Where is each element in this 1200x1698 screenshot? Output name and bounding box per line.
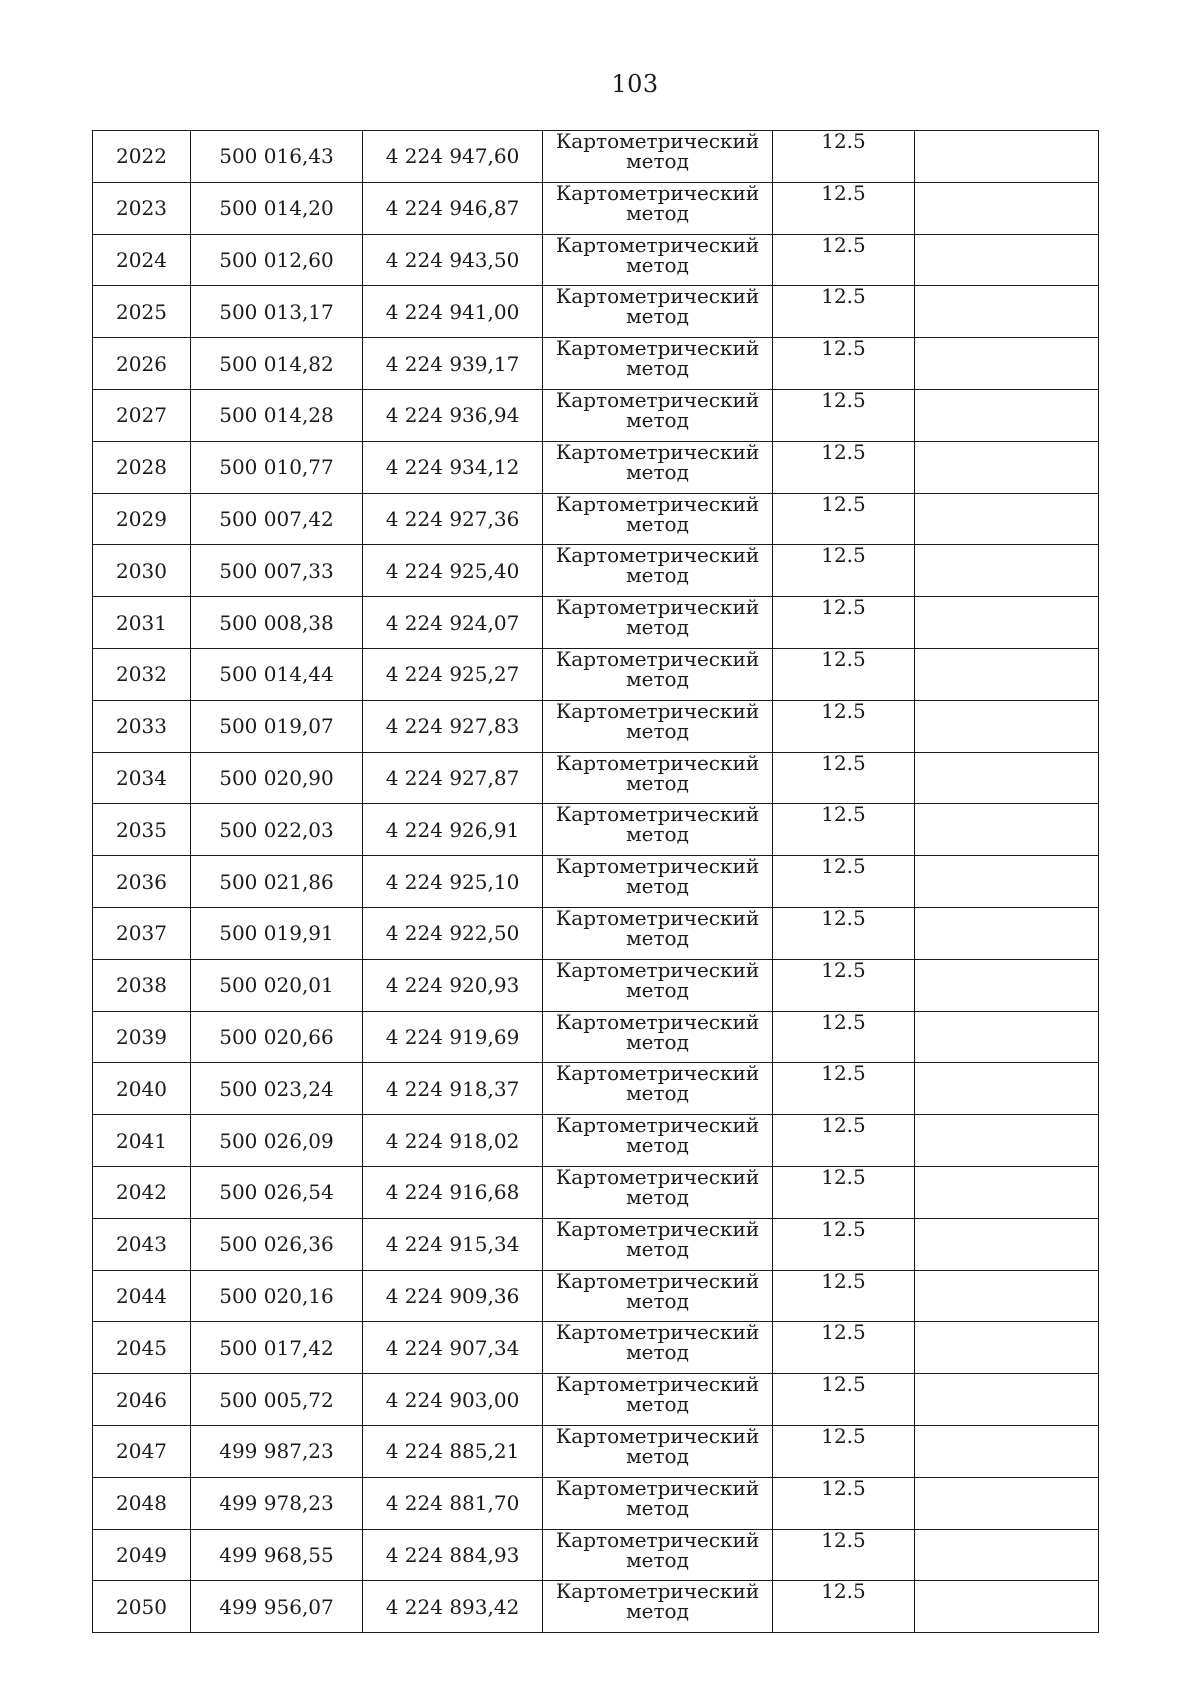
point-number-cell: 2043 (93, 1218, 191, 1270)
method-cell (543, 1011, 773, 1063)
table-row (93, 1374, 1099, 1426)
accuracy-cell: 12.5 (773, 1270, 915, 1322)
table-row (93, 648, 1099, 700)
accuracy-cell: 12.5 (773, 1063, 915, 1115)
point-number-cell: 2036 (93, 856, 191, 908)
method-line-1: Картометрический (555, 1164, 760, 1189)
method-line-2: метод (626, 615, 689, 640)
note-cell (915, 545, 1099, 597)
y-coordinate-cell: 4 224 934,12 (363, 441, 543, 493)
point-number-cell: 2028 (93, 441, 191, 493)
point-number-cell: 2046 (93, 1374, 191, 1426)
method-line-2: метод (626, 1392, 689, 1417)
note-cell (915, 1529, 1099, 1581)
method-line-2: метод (626, 977, 689, 1002)
method-line-2: метод (626, 1133, 689, 1158)
method-line-2: метод (626, 1236, 689, 1261)
method-cell (543, 1166, 773, 1218)
accuracy-cell: 12.5 (773, 752, 915, 804)
method-line-1: Картометрический (555, 595, 760, 620)
method-cell (543, 959, 773, 1011)
method-line-1: Картометрический (555, 1113, 760, 1138)
x-coordinate-cell: 500 014,20 (191, 182, 363, 234)
note-cell (915, 907, 1099, 959)
x-coordinate-cell: 500 014,44 (191, 648, 363, 700)
table-row (93, 1270, 1099, 1322)
method-line-2: метод (626, 304, 689, 329)
x-coordinate-cell: 500 020,90 (191, 752, 363, 804)
method-line-1: Картометрический (555, 1061, 760, 1086)
method-line-2: метод (626, 1547, 689, 1572)
y-coordinate-cell: 4 224 918,37 (363, 1063, 543, 1115)
method-line-2: метод (626, 666, 689, 691)
accuracy-cell: 12.5 (773, 1011, 915, 1063)
note-cell (915, 648, 1099, 700)
note-cell (915, 1322, 1099, 1374)
accuracy-cell: 12.5 (773, 1581, 915, 1633)
table-row (93, 597, 1099, 649)
method-cell (543, 338, 773, 390)
x-coordinate-cell: 500 021,86 (191, 856, 363, 908)
point-number-cell: 2047 (93, 1425, 191, 1477)
table-row (93, 1166, 1099, 1218)
method-line-1: Картометрический (555, 646, 760, 671)
method-cell (543, 286, 773, 338)
method-cell (543, 545, 773, 597)
point-number-cell: 2033 (93, 700, 191, 752)
y-coordinate-cell: 4 224 885,21 (363, 1425, 543, 1477)
table-row (93, 700, 1099, 752)
x-coordinate-cell: 500 016,43 (191, 131, 363, 183)
accuracy-cell: 12.5 (773, 804, 915, 856)
x-coordinate-cell: 500 008,38 (191, 597, 363, 649)
accuracy-cell: 12.5 (773, 182, 915, 234)
accuracy-cell: 12.5 (773, 286, 915, 338)
method-cell (543, 1218, 773, 1270)
method-line-1: Картометрический (555, 129, 760, 153)
y-coordinate-cell: 4 224 925,10 (363, 856, 543, 908)
method-line-1: Картометрический (555, 284, 760, 309)
y-coordinate-cell: 4 224 943,50 (363, 234, 543, 286)
y-coordinate-cell: 4 224 922,50 (363, 907, 543, 959)
method-line-2: метод (626, 1443, 689, 1468)
accuracy-cell: 12.5 (773, 959, 915, 1011)
method-line-1: Картометрический (555, 232, 760, 257)
accuracy-cell: 12.5 (773, 856, 915, 908)
point-number-cell: 2040 (93, 1063, 191, 1115)
y-coordinate-cell: 4 224 920,93 (363, 959, 543, 1011)
coordinates-table-body (93, 131, 1099, 1633)
method-cell (543, 1581, 773, 1633)
table-row (93, 182, 1099, 234)
method-line-2: метод (626, 407, 689, 432)
y-coordinate-cell: 4 224 909,36 (363, 1270, 543, 1322)
y-coordinate-cell: 4 224 916,68 (363, 1166, 543, 1218)
method-cell (543, 804, 773, 856)
note-cell (915, 856, 1099, 908)
method-cell (543, 907, 773, 959)
table-row (93, 389, 1099, 441)
note-cell (915, 959, 1099, 1011)
point-number-cell: 2027 (93, 389, 191, 441)
x-coordinate-cell: 499 956,07 (191, 1581, 363, 1633)
method-line-2: метод (626, 874, 689, 899)
point-number-cell: 2031 (93, 597, 191, 649)
note-cell (915, 1270, 1099, 1322)
method-cell (543, 1115, 773, 1167)
note-cell (915, 1218, 1099, 1270)
method-line-1: Картометрический (555, 854, 760, 879)
method-line-2: метод (626, 563, 689, 588)
point-number-cell: 2041 (93, 1115, 191, 1167)
x-coordinate-cell: 499 987,23 (191, 1425, 363, 1477)
method-line-2: метод (626, 459, 689, 484)
y-coordinate-cell: 4 224 939,17 (363, 338, 543, 390)
coordinates-table (92, 130, 1099, 1633)
method-line-1: Картометрический (555, 1268, 760, 1293)
note-cell (915, 1063, 1099, 1115)
table-row (93, 907, 1099, 959)
note-cell (915, 338, 1099, 390)
note-cell (915, 1374, 1099, 1426)
method-line-1: Картометрический (555, 1475, 760, 1500)
point-number-cell: 2022 (93, 131, 191, 183)
y-coordinate-cell: 4 224 884,93 (363, 1529, 543, 1581)
method-cell (543, 131, 773, 183)
note-cell (915, 700, 1099, 752)
point-number-cell: 2026 (93, 338, 191, 390)
table-row (93, 234, 1099, 286)
method-line-2: метод (626, 770, 689, 795)
method-cell (543, 182, 773, 234)
accuracy-cell: 12.5 (773, 338, 915, 390)
method-line-1: Картометрический (555, 905, 760, 930)
accuracy-cell: 12.5 (773, 648, 915, 700)
method-line-2: метод (626, 1599, 689, 1624)
table-row (93, 1477, 1099, 1529)
y-coordinate-cell: 4 224 893,42 (363, 1581, 543, 1633)
y-coordinate-cell: 4 224 924,07 (363, 597, 543, 649)
method-cell (543, 1270, 773, 1322)
table-row (93, 338, 1099, 390)
method-cell (543, 1322, 773, 1374)
x-coordinate-cell: 500 013,17 (191, 286, 363, 338)
method-cell (543, 648, 773, 700)
x-coordinate-cell: 500 026,36 (191, 1218, 363, 1270)
x-coordinate-cell: 500 014,28 (191, 389, 363, 441)
method-line-2: метод (626, 822, 689, 847)
method-cell (543, 441, 773, 493)
accuracy-cell: 12.5 (773, 545, 915, 597)
table-row (93, 1218, 1099, 1270)
method-cell (543, 1063, 773, 1115)
y-coordinate-cell: 4 224 907,34 (363, 1322, 543, 1374)
note-cell (915, 1115, 1099, 1167)
method-line-1: Картометрический (555, 543, 760, 568)
method-line-2: метод (626, 718, 689, 743)
table-row (93, 286, 1099, 338)
point-number-cell: 2034 (93, 752, 191, 804)
method-line-2: метод (626, 1495, 689, 1520)
x-coordinate-cell: 500 014,82 (191, 338, 363, 390)
method-line-1: Картометрический (555, 1320, 760, 1345)
method-line-1: Картометрический (555, 802, 760, 827)
method-cell (543, 597, 773, 649)
table-row (93, 856, 1099, 908)
accuracy-cell: 12.5 (773, 234, 915, 286)
method-line-2: метод (626, 149, 689, 173)
accuracy-cell: 12.5 (773, 1166, 915, 1218)
y-coordinate-cell: 4 224 926,91 (363, 804, 543, 856)
point-number-cell: 2044 (93, 1270, 191, 1322)
method-cell (543, 493, 773, 545)
table-row (93, 441, 1099, 493)
y-coordinate-cell: 4 224 927,83 (363, 700, 543, 752)
method-line-1: Картометрический (555, 1009, 760, 1034)
method-cell (543, 1425, 773, 1477)
table-row (93, 1011, 1099, 1063)
accuracy-cell: 12.5 (773, 597, 915, 649)
x-coordinate-cell: 500 017,42 (191, 1322, 363, 1374)
method-line-1: Картометрический (555, 957, 760, 982)
x-coordinate-cell: 500 020,16 (191, 1270, 363, 1322)
note-cell (915, 182, 1099, 234)
method-line-1: Картометрический (555, 1372, 760, 1397)
table-row (93, 804, 1099, 856)
accuracy-cell: 12.5 (773, 1425, 915, 1477)
note-cell (915, 597, 1099, 649)
table-row (93, 131, 1099, 183)
method-line-1: Картометрический (555, 1423, 760, 1448)
note-cell (915, 286, 1099, 338)
method-line-2: метод (626, 1029, 689, 1054)
y-coordinate-cell: 4 224 915,34 (363, 1218, 543, 1270)
method-cell (543, 389, 773, 441)
x-coordinate-cell: 499 968,55 (191, 1529, 363, 1581)
y-coordinate-cell: 4 224 903,00 (363, 1374, 543, 1426)
point-number-cell: 2029 (93, 493, 191, 545)
accuracy-cell: 12.5 (773, 1529, 915, 1581)
accuracy-cell: 12.5 (773, 131, 915, 183)
x-coordinate-cell: 500 022,03 (191, 804, 363, 856)
accuracy-cell: 12.5 (773, 1322, 915, 1374)
x-coordinate-cell: 500 026,09 (191, 1115, 363, 1167)
method-cell (543, 1374, 773, 1426)
point-number-cell: 2035 (93, 804, 191, 856)
method-cell (543, 752, 773, 804)
accuracy-cell: 12.5 (773, 1477, 915, 1529)
x-coordinate-cell: 500 023,24 (191, 1063, 363, 1115)
y-coordinate-cell: 4 224 947,60 (363, 131, 543, 183)
note-cell (915, 131, 1099, 183)
accuracy-cell: 12.5 (773, 441, 915, 493)
y-coordinate-cell: 4 224 919,69 (363, 1011, 543, 1063)
x-coordinate-cell: 500 005,72 (191, 1374, 363, 1426)
method-line-2: метод (626, 1184, 689, 1209)
y-coordinate-cell: 4 224 925,27 (363, 648, 543, 700)
point-number-cell: 2037 (93, 907, 191, 959)
method-line-1: Картометрический (555, 491, 760, 516)
method-line-2: метод (626, 925, 689, 950)
note-cell (915, 1425, 1099, 1477)
method-line-1: Картометрический (555, 698, 760, 723)
x-coordinate-cell: 499 978,23 (191, 1477, 363, 1529)
note-cell (915, 441, 1099, 493)
table-row (93, 1529, 1099, 1581)
y-coordinate-cell: 4 224 927,87 (363, 752, 543, 804)
point-number-cell: 2045 (93, 1322, 191, 1374)
table-row (93, 545, 1099, 597)
table-row (93, 1322, 1099, 1374)
method-line-2: метод (626, 356, 689, 381)
point-number-cell: 2030 (93, 545, 191, 597)
method-cell (543, 856, 773, 908)
x-coordinate-cell: 500 020,01 (191, 959, 363, 1011)
method-cell (543, 1477, 773, 1529)
method-cell (543, 1529, 773, 1581)
method-line-1: Картометрический (555, 750, 760, 775)
note-cell (915, 1477, 1099, 1529)
method-line-1: Картометрический (555, 336, 760, 361)
table-row (93, 493, 1099, 545)
note-cell (915, 1011, 1099, 1063)
note-cell (915, 804, 1099, 856)
note-cell (915, 1166, 1099, 1218)
note-cell (915, 234, 1099, 286)
note-cell (915, 389, 1099, 441)
accuracy-cell: 12.5 (773, 493, 915, 545)
accuracy-cell: 12.5 (773, 1115, 915, 1167)
x-coordinate-cell: 500 007,33 (191, 545, 363, 597)
y-coordinate-cell: 4 224 925,40 (363, 545, 543, 597)
method-line-2: метод (626, 1340, 689, 1365)
method-cell (543, 234, 773, 286)
point-number-cell: 2042 (93, 1166, 191, 1218)
y-coordinate-cell: 4 224 946,87 (363, 182, 543, 234)
point-number-cell: 2032 (93, 648, 191, 700)
table-row (93, 752, 1099, 804)
method-line-2: метод (626, 1288, 689, 1313)
x-coordinate-cell: 500 019,07 (191, 700, 363, 752)
point-number-cell: 2049 (93, 1529, 191, 1581)
table-row (93, 959, 1099, 1011)
x-coordinate-cell: 500 010,77 (191, 441, 363, 493)
accuracy-cell: 12.5 (773, 1218, 915, 1270)
method-line-1: Картометрический (555, 1579, 760, 1604)
point-number-cell: 2050 (93, 1581, 191, 1633)
accuracy-cell: 12.5 (773, 389, 915, 441)
note-cell (915, 752, 1099, 804)
y-coordinate-cell: 4 224 927,36 (363, 493, 543, 545)
method-line-1: Картометрический (555, 180, 760, 205)
x-coordinate-cell: 500 020,66 (191, 1011, 363, 1063)
method-line-1: Картометрический (555, 439, 760, 464)
table-row (93, 1115, 1099, 1167)
table-row (93, 1581, 1099, 1633)
point-number-cell: 2038 (93, 959, 191, 1011)
method-line-2: метод (626, 511, 689, 536)
accuracy-cell: 12.5 (773, 1374, 915, 1426)
method-line-1: Картометрический (555, 1216, 760, 1241)
y-coordinate-cell: 4 224 941,00 (363, 286, 543, 338)
x-coordinate-cell: 500 019,91 (191, 907, 363, 959)
point-number-cell: 2024 (93, 234, 191, 286)
page-number: 103 (611, 70, 659, 98)
y-coordinate-cell: 4 224 881,70 (363, 1477, 543, 1529)
method-line-2: метод (626, 1081, 689, 1106)
note-cell (915, 1581, 1099, 1633)
point-number-cell: 2048 (93, 1477, 191, 1529)
table-row (93, 1063, 1099, 1115)
point-number-cell: 2023 (93, 182, 191, 234)
x-coordinate-cell: 500 026,54 (191, 1166, 363, 1218)
method-line-1: Картометрический (555, 1527, 760, 1552)
point-number-cell: 2025 (93, 286, 191, 338)
accuracy-cell: 12.5 (773, 700, 915, 752)
note-cell (915, 493, 1099, 545)
point-number-cell: 2039 (93, 1011, 191, 1063)
y-coordinate-cell: 4 224 936,94 (363, 389, 543, 441)
accuracy-cell: 12.5 (773, 907, 915, 959)
y-coordinate-cell: 4 224 918,02 (363, 1115, 543, 1167)
x-coordinate-cell: 500 012,60 (191, 234, 363, 286)
method-line-2: метод (626, 252, 689, 277)
method-line-1: Картометрический (555, 387, 760, 412)
x-coordinate-cell: 500 007,42 (191, 493, 363, 545)
method-cell (543, 700, 773, 752)
table-row (93, 1425, 1099, 1477)
method-line-2: метод (626, 200, 689, 225)
